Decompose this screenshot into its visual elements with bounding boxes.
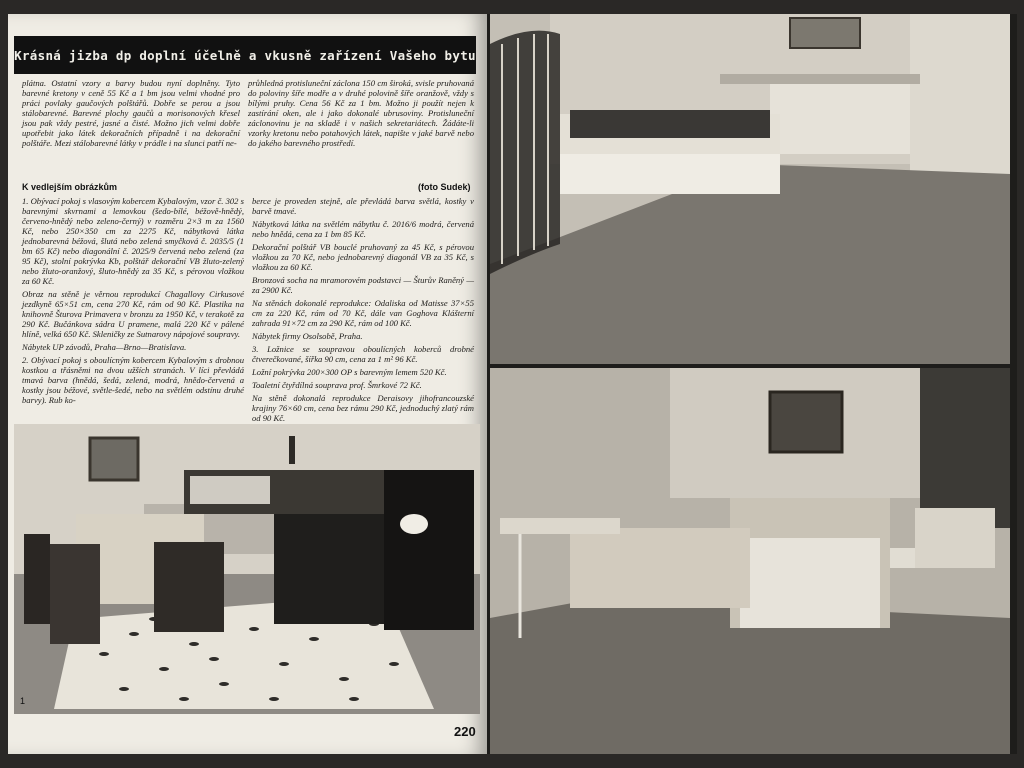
caption-paragraph: Obraz na stěně je věrnou reprodukcí Chagallovy Cirkusové jezdkyně 65×51 cm, cena 270 Kč, rám od 90 Kč. Plastika na knihovně Šturova Primavera v bronzu za 1950 Kč, v terakotě za 290 Kč. Bučánkova sádra U pramene, malá 220 Kč v pálené hlíně, velká 650 Kč. Skleničky ze Sutnarovy nápojové soupravy. — [22, 289, 244, 339]
intro-text-left: plátna. Ostatní vzory a barvy budou nyní doplněny. Tyto barevné kretony v ceně 55 Kč a 1 bm jsou velmi vhodné pro práci povlaky gaučových polštářů. Dobře se perou a jsou stálobarevné. Barevné plochy gaučů a morisonových křesel jsou pak vždy pestré, jasné a čisté. Možno jich velmi dobře upotřebit jako látek dekoračních případně i na dekorační polštáře. Mezi stálobarevné látky v prádle i na slunci patří ne- — [22, 78, 240, 148]
caption-paragraph: Nábytek firmy Osolsobě, Praha. — [252, 331, 363, 341]
caption-paragraph: Bronzová socha na mramorovém podstavci — Šturův Raněný — za 2900 Kč. — [252, 275, 474, 295]
captions-column-left — [22, 196, 244, 408]
photo-number: 1 — [20, 696, 26, 706]
caption-paragraph: Ložní pokrývka 200×300 OP s barevným lemem 520 Kč. — [252, 367, 447, 377]
intro-text-right: průhledná protisluneční záclona 150 cm široká, svisle pruhovaná do poloviny šíře modře a v druhé polovině šíře oranžově, vždy s bílými pruhy. Cena 56 Kč za 1 bm. Možno ji použít nejen k zastírání oken, ale i jako dokonalé ubrusoviny. Protisluneční záclonovinu je na skladě i v našich sekretariátech. Žádáte-li vzorky kretonu nebo potahových látek, napište v jaké barvě nebo do jakého barevného prostředí. — [248, 78, 474, 148]
caption-paragraph: Nábytková látka na světlém nábytku č. 2016/6 modrá, červená nebo hnědá, cena za 1 bm 85 Kč. — [252, 219, 474, 239]
right-page — [487, 14, 1017, 754]
caption-paragraph: 1. Obývací pokoj s vlasovým kobercem Kybalovým, vzor č. 302 s barevnými skvrnami a lemovkou (šedo-bílé, béžově-hnědý, červeno-hnědý nebo zeleno-černý) v rozměru 2×3 m za 1560 Kč, nebo 250×350 cm za 2275 Kč, nábytková látka jednobarevná béžová, šlutá nebo zelená smyčková č. 2035/5 (1 bm 65 Kč) nebo diagonální č. 2025/9 červená nebo zelená (za 95 Kč), stolní pokrývka Kb, polštář dekorační VB žluto-zelený nebo žluto-oranžový, šluto-hnědý za 35 Kč, s pérovou vložkou za 60 Kč. — [22, 196, 244, 286]
caption-paragraph: Dekorační polštář VB bouclé pruhovaný za 45 Kč, s pérovou vložkou za 70 Kč, nebo jednobarevný diagonál VB za 35 Kč, s vložkou za 60 Kč. — [252, 242, 474, 272]
caption-paragraph: 2. Obývací pokoj s oboulícným kobercem Kybalovým s drobnou kostkou a třásněmi na dvou užších stranách. V líci převládá tmavá barva (hnědá, šedá, zelená, modrá, hnědo-červená a kostky jsou béžové, světle-šedé, nebo na světlém odstínu druhé barvy). Rub ko- — [22, 355, 244, 405]
living-room-photo — [14, 424, 480, 714]
caption-paragraph: Na stěnách dokonalé reprodukce: Odaliska od Matisse 37×55 cm za 220 Kč, rám od 70 Kč, dále van Goghova Klášterní zahrada 91×72 cm za 290 Kč, rám od 100 Kč. — [252, 298, 474, 328]
bedroom-scene — [490, 368, 1010, 754]
caption-paragraph: Nábytek UP závodů, Praha—Brno—Bratislava. — [22, 342, 187, 352]
caption-paragraph: berce je proveden stejně, ale převládá barva světlá, kostky v barvě tmavé. — [252, 196, 474, 216]
living-room-scene — [14, 424, 480, 714]
caption-paragraph: 3. Ložnice se soupravou oboulícných koberců drobné čtverečkované, šířka 90 cm, cena za 1 m² 96 Kč. — [252, 344, 474, 364]
caption-paragraph: Na stěně dokonalá reprodukce Deraisovy jihofrancouzské krajiny 76×60 cm, cena bez rámu 290 Kč, jednoduchý zlatý rám od 90 Kč. — [252, 393, 474, 423]
page-title: Krásná jizba dp doplní účelně a vkusně zařízení Vašeho bytu — [14, 36, 476, 74]
daybed-room-photo — [490, 14, 1010, 364]
captions-column-right — [252, 196, 474, 462]
caption-paragraph: Toaletní čtyřdílná souprava prof. Šmrkové 72 Kč. — [252, 380, 422, 390]
page-number: 220 — [454, 724, 476, 739]
bedroom-photo — [490, 368, 1010, 754]
photo-credit: (foto Sudek) — [418, 182, 471, 192]
daybed-room-scene — [490, 14, 1010, 364]
captions-heading: K vedlejším obrázkům — [22, 182, 118, 192]
left-page — [8, 14, 488, 754]
